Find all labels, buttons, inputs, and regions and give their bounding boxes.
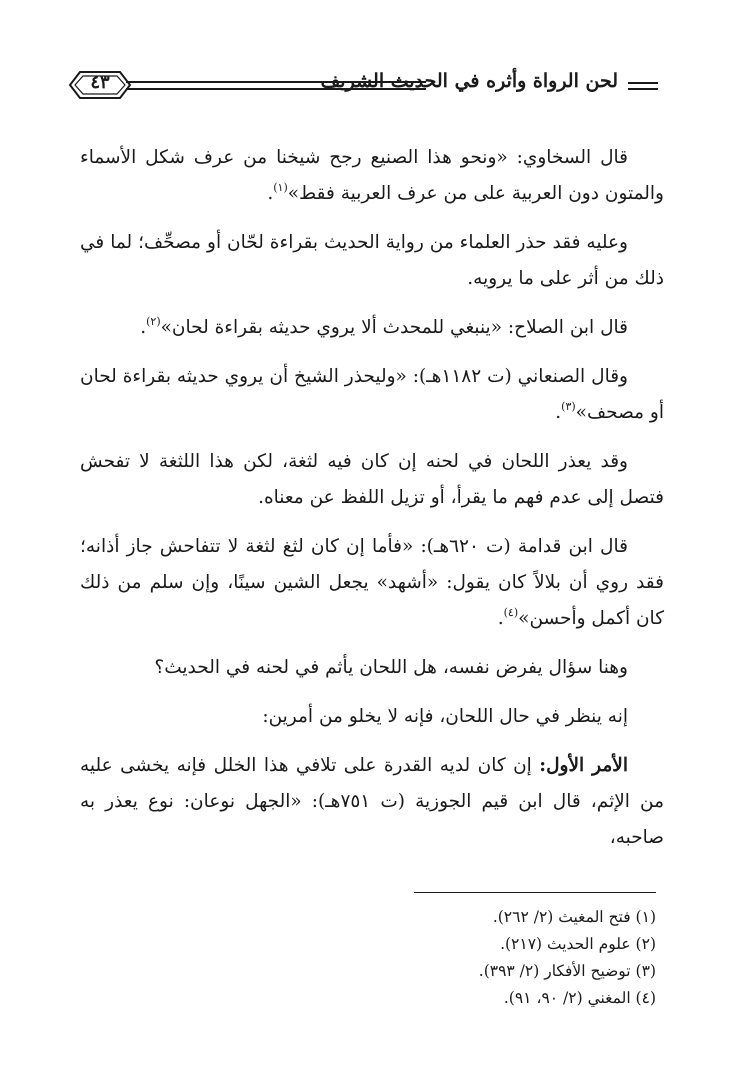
paragraph-ibn-salah-quote: قال ابن الصلاح: «ينبغي للمحدث ألا يروي حديثه بقراءة لحان»$^{(٢)}$. bbox=[140, 315, 628, 338]
footnote-ref: (١) bbox=[273, 181, 288, 194]
footnote-ref: (٣) bbox=[561, 400, 576, 413]
paragraph-question: وهنا سؤال يفرض نفسه، هل اللحان يأثم في لحنه في الحديث؟ bbox=[154, 657, 628, 678]
paragraph-text: إن كان لديه القدرة على تلافي هذا الخلل فإنه يخشى عليه من الإثم، قال ابن قيم الجوزية (ت ٧٥١هـ): «الجهل نوعان: نوع يعذر به صاحبه، bbox=[80, 755, 664, 848]
footnote-ref: (٢) bbox=[146, 315, 161, 328]
header-dash-ornament bbox=[628, 82, 658, 90]
footnote-item: (٣) توضيح الأفكار (٢/ ٣٩٣). bbox=[478, 962, 656, 980]
paragraph-warning: وعليه فقد حذر العلماء من رواية الحديث بقراءة لحّان أو مصحِّف؛ لما في ذلك من أثر على ما يرويه. bbox=[80, 232, 664, 289]
paragraph-lisp-excuse: وقد يعذر اللحان في لحنه إن كان فيه لثغة، لكن هذا اللثغة لا تفحش فتصل إلى عدم فهم ما يقرأ، أو تزيل اللفظ عن معناه. bbox=[80, 451, 664, 508]
paragraph-text: وقال الصنعاني (ت ١١٨٢هـ): «وليحذر الشيخ أن يروي حديثه بقراءة لحان أو مصحف» bbox=[80, 366, 664, 423]
paragraph-sanani-quote: وقال الصنعاني (ت ١١٨٢هـ): «وليحذر الشيخ أن يروي حديثه بقراءة لحان أو مصحف»$^{(٣)}$. bbox=[80, 366, 664, 423]
footnotes bbox=[80, 904, 664, 1012]
paragraph-text: قال ابن قدامة (ت ٦٢٠هـ): «فأما إن كان لثغ لثغة لا تتفاحش جاز أذانه؛ فقد روي أن بلالاً كان يقول: «أشهد» يجعل الشين سينًا، وإن سلم من ذلك كان أكمل وأحسن» bbox=[80, 536, 664, 629]
header-double-rule bbox=[126, 81, 426, 90]
paragraph-sakhawi-quote: قال السخاوي: «ونحو هذا الصنيع رجح شيخنا من عرف شكل الأسماء والمتون دون العربية على من عرف العربية فقط»$^{(١)}$. bbox=[80, 147, 664, 204]
paragraph-text: قال السخاوي: «ونحو هذا الصنيع رجح شيخنا من عرف شكل الأسماء والمتون دون العربية على من عرف العربية فقط» bbox=[80, 147, 664, 204]
main-text bbox=[80, 140, 664, 869]
footnote-ref: (٤) bbox=[503, 606, 519, 619]
paragraph-first-case bbox=[80, 748, 664, 856]
footnote-item: (٢) علوم الحديث (٢١٧). bbox=[500, 935, 656, 953]
page-header bbox=[68, 68, 658, 102]
page-number: ٤٣ bbox=[90, 72, 110, 93]
footnote-separator bbox=[414, 892, 656, 893]
footnote-item: (٤) المغني (٢/ ٩٠، ٩١). bbox=[503, 989, 656, 1007]
paragraph-two-cases: إنه ينظر في حال اللحان، فإنه لا يخلو من أمرين: bbox=[262, 706, 628, 727]
running-title: لحن الرواة وأثره في الحديث الشريف bbox=[320, 70, 618, 92]
footnote-item: (١) فتح المغيث (٢/ ٢٦٢). bbox=[492, 908, 656, 926]
case-heading: الأمر الأول: bbox=[539, 755, 628, 776]
paragraph-ibn-qudama-quote: قال ابن قدامة (ت ٦٢٠هـ): «فأما إن كان لثغ لثغة لا تتفاحش جاز أذانه؛ فقد روي أن بلالاً كان يقول: «أشهد» يجعل الشين سينًا، وإن سلم من ذلك كان أكمل وأحسن»$^{(٤)}$. bbox=[80, 536, 664, 629]
paragraph-text: قال ابن الصلاح: «ينبغي للمحدث ألا يروي حديثه بقراءة لحان» bbox=[160, 317, 628, 338]
